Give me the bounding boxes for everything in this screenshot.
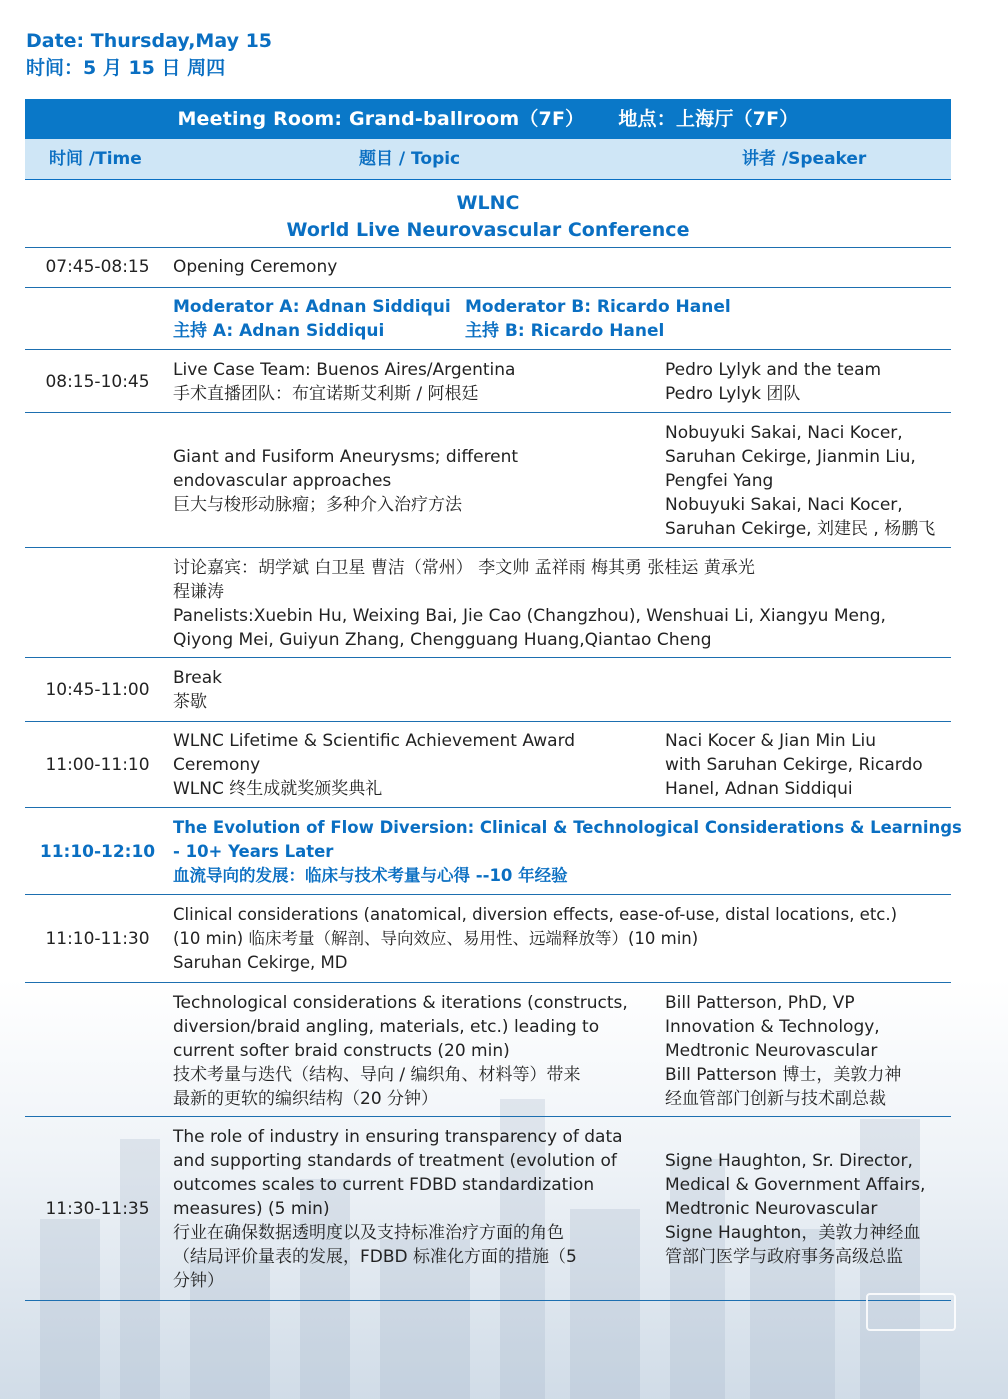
tech-topic-5: 最新的更软的编织结构（20 分钟） [173, 1089, 439, 1109]
room-en: Meeting Room: Grand-ballroom（7F） [177, 108, 585, 130]
col-topic: 题目 / Topic [359, 149, 461, 169]
giant-speaker-4: Nobuyuki Sakai, Naci Kocer, [665, 495, 903, 515]
award-speaker-1: Naci Kocer & Jian Min Liu [665, 731, 877, 751]
award-topic-2: Ceremony [173, 755, 261, 775]
date-en: Date: Thursday,May 15 [26, 30, 273, 52]
clinical-time: 11:10-11:30 [45, 929, 150, 949]
award-row [25, 722, 951, 808]
giant-topic-1: Giant and Fusiform Aneurysms; different [173, 447, 519, 467]
column-header [25, 139, 951, 180]
moderator-a-cn: 主持 A: Adnan Siddiqui [173, 321, 385, 341]
industry-speaker-4: Signe Haughton，美敦力神经血 [665, 1223, 921, 1243]
industry-topic-6: （结局评价量表的发展，FDBD 标准化方面的措施（5 [173, 1247, 577, 1267]
conference-abbr: WLNC [456, 192, 520, 214]
industry-topic-7: 分钟） [173, 1271, 224, 1291]
flow-title-cn: 血流导向的发展：临床与技术考量与心得 --10 年经验 [173, 866, 568, 885]
giant-speaker-2: Saruhan Cekirge, Jianmin Liu, [665, 447, 916, 467]
industry-topic-1: The role of industry in ensuring transparency of data [173, 1127, 623, 1147]
live-case-row [25, 350, 951, 413]
live-case-topic-cn: 手术直播团队：布宜诺斯艾利斯 / 阿根廷 [173, 384, 479, 404]
flow-title-1: The Evolution of Flow Diversion: Clinical & Technological Considerations & Learnings [173, 818, 962, 837]
tech-topic-2: diversion/braid angling, materials, etc.) leading to [173, 1017, 600, 1037]
live-case-speaker-en: Pedro Lylyk and the team [665, 360, 882, 380]
date-cn: 时间：5 月 15 日 周四 [26, 57, 226, 79]
opening-topic: Opening Ceremony [173, 257, 338, 277]
industry-speaker-1: Signe Haughton, Sr. Director, [665, 1151, 913, 1171]
break-row [25, 658, 951, 722]
giant-speaker-3: Pengfei Yang [665, 471, 774, 491]
tech-topic-4: 技术考量与迭代（结构、导向 / 编织角、材料等）带来 [173, 1065, 581, 1085]
clinical-topic-1: Clinical considerations (anatomical, diversion effects, ease-of-use, distal locations, etc.) [173, 905, 898, 924]
industry-topic-5: 行业在确保数据透明度以及支持标准治疗方面的角色 [173, 1223, 564, 1243]
award-topic-3: WLNC 终生成就奖颁奖典礼 [173, 779, 383, 799]
industry-time: 11:30-11:35 [45, 1199, 150, 1219]
col-time: 时间 /Time [49, 149, 142, 169]
panelists-cn-2: 程谦涛 [173, 582, 224, 602]
tech-topic-3: current softer braid constructs (20 min) [173, 1041, 510, 1061]
clinical-topic-2: (10 min) 临床考量（解剖、导向效应、易用性、远端释放等）(10 min) [173, 929, 699, 948]
flow-title-2: - 10+ Years Later [173, 842, 334, 861]
industry-speaker-2: Medical & Government Affairs, [665, 1175, 926, 1195]
live-case-topic-en: Live Case Team: Buenos Aires/Argentina [173, 360, 516, 380]
moderators-row [25, 288, 951, 350]
clinical-speaker: Saruhan Cekirge, MD [173, 953, 348, 972]
giant-speaker-5: Saruhan Cekirge, 刘建民 , 杨鹏飞 [665, 519, 936, 539]
award-topic-1: WLNC Lifetime & Scientific Achievement Award [173, 731, 576, 751]
panelists-cn-1: 讨论嘉宾：胡学斌 白卫星 曹洁（常州） 李文帅 孟祥雨 梅其勇 张桂运 黄承光 [173, 558, 755, 578]
tech-speaker-5: 经血管部门创新与技术副总裁 [665, 1089, 886, 1109]
award-speaker-3: Hanel, Adnan Siddiqui [665, 779, 853, 799]
meeting-room-bar [25, 99, 951, 139]
date-block [26, 28, 272, 82]
break-cn: 茶歇 [173, 692, 207, 712]
tech-speaker-1: Bill Patterson, PhD, VP [665, 993, 855, 1013]
panelists-en-1: Panelists:Xuebin Hu, Weixing Bai, Jie Cao (Changzhou), Wenshuai Li, Xiangyu Meng, [173, 606, 886, 626]
moderator-a-en: Moderator A: Adnan Siddiqui [173, 297, 451, 317]
moderator-b-cn: 主持 B: Ricardo Hanel [465, 321, 665, 341]
industry-topic-4: measures) (5 min) [173, 1199, 330, 1219]
conference-name: World Live Neurovascular Conference [286, 219, 690, 241]
giant-speaker-1: Nobuyuki Sakai, Naci Kocer, [665, 423, 903, 443]
award-time: 11:00-11:10 [45, 755, 150, 775]
industry-topic-3: outcomes scales to current FDBD standardization [173, 1175, 595, 1195]
panelists-row [25, 548, 951, 658]
live-case-speaker-cn: Pedro Lylyk 团队 [665, 384, 801, 404]
live-case-time: 08:15-10:45 [45, 372, 150, 392]
tech-speaker-4: Bill Patterson 博士，美敦力神 [665, 1065, 902, 1085]
opening-time: 07:45-08:15 [45, 257, 150, 277]
opening-row [25, 248, 951, 288]
giant-aneurysm-row [25, 413, 951, 548]
flow-time: 11:10-12:10 [39, 842, 156, 862]
watermark-logo [866, 1293, 956, 1331]
flow-diversion-row [25, 808, 962, 895]
tech-topic-1: Technological considerations & iterations (constructs, [173, 993, 628, 1013]
industry-topic-2: and supporting standards of treatment (evolution of [173, 1151, 617, 1171]
giant-topic-2: endovascular approaches [173, 471, 392, 491]
break-en: Break [173, 668, 222, 688]
giant-topic-3: 巨大与梭形动脉瘤；多种介入治疗方法 [173, 495, 462, 515]
conference-title-row [25, 180, 951, 248]
tech-speaker-2: Innovation & Technology, [665, 1017, 880, 1037]
col-speaker: 讲者 /Speaker [742, 149, 867, 169]
break-time: 10:45-11:00 [45, 680, 150, 700]
tech-speaker-3: Medtronic Neurovascular [665, 1041, 878, 1061]
industry-speaker-5: 管部门医学与政府事务高级总监 [665, 1247, 903, 1267]
room-cn: 地点：上海厅（7F） [618, 108, 799, 130]
award-speaker-2: with Saruhan Cekirge, Ricardo [665, 755, 923, 775]
technology-row [25, 983, 951, 1117]
moderator-b-en: Moderator B: Ricardo Hanel [465, 297, 731, 317]
clinical-row [25, 895, 951, 983]
industry-speaker-3: Medtronic Neurovascular [665, 1199, 878, 1219]
industry-row [25, 1117, 951, 1301]
schedule-table [25, 99, 962, 1301]
panelists-en-2: Qiyong Mei, Guiyun Zhang, Chengguang Huang,Qiantao Cheng [173, 630, 712, 650]
